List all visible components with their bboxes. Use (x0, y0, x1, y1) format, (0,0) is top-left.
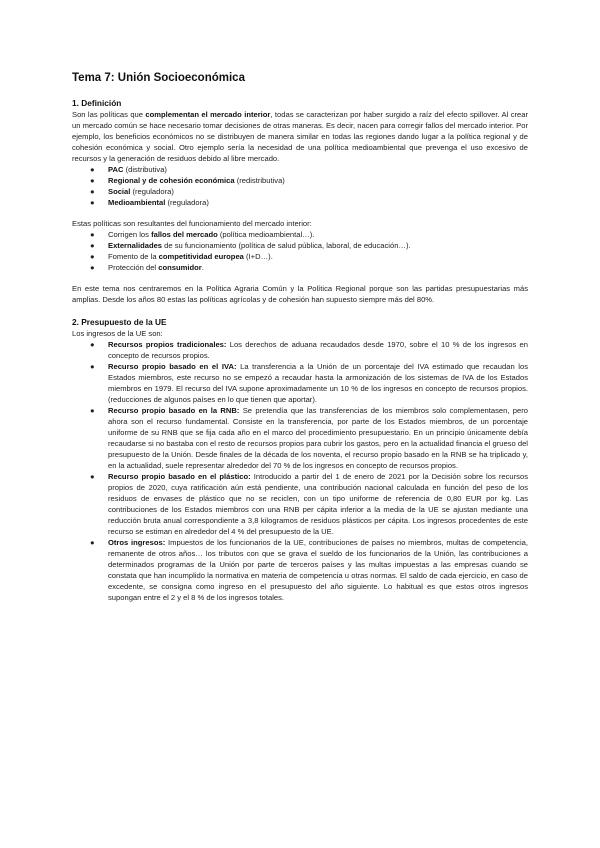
list-item-text: Protección del (108, 263, 159, 272)
list-item-text: Los derechos de aduana recaudados desde 1970, sobre el 10 % de los ingresos en concepto de recursos propios. (108, 340, 529, 360)
bullet-icon: ● (90, 165, 95, 174)
list-item-text: Fomento de la (108, 252, 159, 261)
bullet-icon: ● (90, 241, 95, 250)
list-item-text: Impuestos de los funcionarios de la UE, contribuciones de países no miembros, multas de competencia, remanente de otros años… los tributos con que se grava el sueldo de los funcionarios de la Unión, las contribuciones a determinados programas de la Unión por parte de terceros países y las multas impuestas a las empresas cuando se constata que han incumplido la normativa en materia de competencia u otras normas. El saldo de cada ejercicio, en caso de excedente, se consigna como ingreso en el presupuesto del año siguiente. Lo habitual es que estos otros ingresos supongan entre el 2 y el 8 % de los ingresos totales. (108, 538, 528, 602)
list-item (72, 164, 528, 175)
list-item (72, 186, 528, 197)
revenue-list (72, 339, 528, 603)
paragraph-ingresos-intro: Los ingresos de la UE son: (72, 329, 163, 338)
section-heading-presupuesto: 2. Presupuesto de la UE (72, 317, 167, 327)
bullet-icon: ● (90, 230, 95, 239)
bullet-icon: ● (90, 176, 95, 185)
bullet-icon: ● (90, 406, 95, 415)
list-item-bold: Otros ingresos: (108, 538, 166, 547)
bullet-icon: ● (90, 472, 95, 481)
list-item-bold: Externalidades (108, 241, 163, 250)
list-item-text: (reguladora) (130, 187, 174, 196)
list-item-bold: fallos del mercado (151, 230, 218, 239)
list-item-text: Se pretendía que las transferencias de los miembros solo complementasen, pero ahora son el recurso fundamental. Consiste en la transferencia, por parte de los Estados miembros, de un porcentaje uniforme de su RNB que se fija cada año en el marco del procedimiento presupuestario. En un principio únicamente debía recaudarse si no bastaba con el resto de recursos propios para cubrir los gastos, pero en la actualidad financia el grueso del presupuesto de la Unión. Desde finales de la década de los noventa, el recurso propio basado en la RNB se ha triplicado y, en la actualidad, suele representar alrededor del 70 % de los ingresos en concepto de recursos propios. (108, 406, 528, 470)
list-item (72, 405, 528, 471)
bullet-icon: ● (90, 538, 95, 547)
list-item (72, 251, 528, 262)
list-item (72, 240, 528, 251)
market-functions-list (72, 229, 528, 273)
list-item-text: . (201, 263, 204, 272)
list-item-bold: Recursos propios tradicionales: (108, 340, 227, 349)
list-item-text: (I+D…). (243, 252, 273, 261)
list-item-bold: Recurso propio basado en el IVA: (108, 362, 237, 371)
list-item-bold: Social (108, 187, 131, 196)
list-item (72, 537, 528, 603)
bullet-icon: ● (90, 340, 95, 349)
paragraph-definicion (72, 109, 528, 164)
list-item-text: Corrigen los (108, 230, 152, 239)
list-item-bold: consumidor (158, 263, 202, 272)
list-item (72, 229, 528, 240)
bullet-icon: ● (90, 362, 95, 371)
list-item-bold: Regional y de cohesión económica (108, 176, 235, 185)
list-item-bold: Recurso propio basado en la RNB: (108, 406, 240, 415)
list-item (72, 197, 528, 208)
text-run: , todas se caracterizan por haber surgido a raíz del efecto spillover. Al crear un mercado común se hace necesario tomar decisiones de otras maneras. Es decir, nacen para corregir fallos del mercado interior. Por ejemplo, los beneficios económicos no se distribuyen de manera similar en todas las regiones dando lugar a la política regional y de cohesión económica y social. Otro ejemplo sería la necesidad de una política medioambiental que prevenga el uso excesivo de recursos y la generación de residuos debido al libre mercado. (72, 110, 528, 163)
section-heading-definicion: 1. Definición (72, 98, 122, 108)
list-item-text: (distributiva) (123, 165, 167, 174)
list-item-bold: Medioambiental (108, 198, 166, 207)
bullet-icon: ● (90, 263, 95, 272)
list-item (72, 262, 528, 273)
bullet-icon: ● (90, 198, 95, 207)
list-item-bold: competitividad europea (158, 252, 244, 261)
list-item (72, 339, 528, 361)
bullet-icon: ● (90, 187, 95, 196)
list-item (72, 361, 528, 405)
paragraph-centro-tema: En este tema nos centraremos en la Política Agraria Común y la Política Regional porque son las partidas presupuestarias más amplias. Desde los años 80 estas las políticas agrícolas y de cohesión han supuesto siempre más del 80%. (72, 284, 528, 304)
bullet-icon: ● (90, 252, 95, 261)
list-item (72, 471, 528, 537)
text-run: Son las políticas que (72, 110, 146, 119)
document-page (72, 72, 528, 603)
list-item-text: de su funcionamiento (política de salud pública, laboral, de educación…). (162, 241, 411, 250)
list-item-text: Introducido a partir del 1 de enero de 2021 por la Decisión sobre los recursos propios de 2020, cuya ratificación aún está pendiente, una contribución nacional calculada en función del peso de los residuos de envases de plástico que no se reciclen, con un tipo uniforme de referencia de 0,80 EUR por kg. Las contribuciones de los Estados miembros con una RNB per cápita inferior a la media de la UE se ajustan mediante una reducción bruta anual correspondiente a 3,8 kilogramos de residuos plásticos per cápita. Los ingresos procedentes de este recurso se estiman en alrededor del 4 % del presupuesto de la UE. (108, 472, 528, 536)
list-item-bold: PAC (108, 165, 124, 174)
paragraph-resultantes: Estas políticas son resultantes del funcionamiento del mercado interior: (72, 219, 312, 228)
list-item-bold: Recurso propio basado en el plástico: (108, 472, 251, 481)
list-item-text: (reguladora) (165, 198, 209, 207)
list-item (72, 175, 528, 186)
list-item-text: (política medioambiental…). (217, 230, 315, 239)
text-run-bold: complementan el mercado interior (145, 110, 271, 119)
list-item-text: (redistributiva) (234, 176, 285, 185)
page-title: Tema 7: Unión Socioeconómica (72, 72, 245, 84)
list-item-text: La transferencia a la Unión de un porcentaje del IVA estimado que recaudan los Estados miembros, este recurso no se empezó a recaudar hasta la armonización de los sistemas de IVA de los Estados miembros en 1979. El recurso del IVA supone aproximadamente un 10 % de los ingresos en concepto de recursos propios. (reducciones de algunos países en lo que tienen que aportar). (108, 362, 528, 404)
policy-type-list (72, 164, 528, 208)
